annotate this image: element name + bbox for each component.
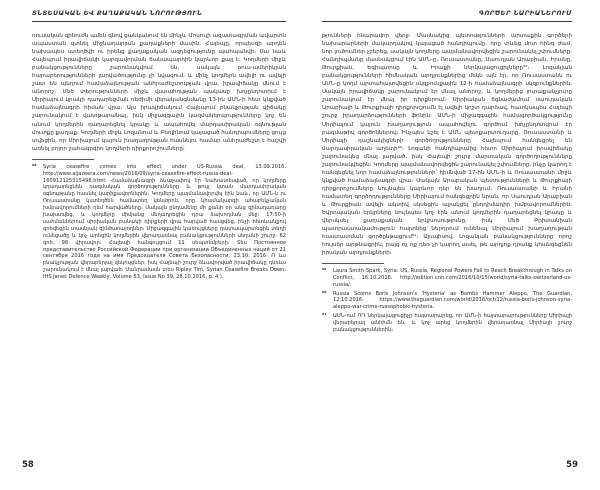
footnote	[32, 164, 286, 281]
running-head-left: ՏՆՏԵՍԱԿԱՆ ԵՎ ՔԱՂԱՔԱԿԱՆ ՆՈՐՈՒԹՅՈՒՆ	[32, 0, 286, 22]
footnotes-left	[32, 164, 286, 281]
footnote-number: ⁵⁹	[322, 268, 327, 275]
page-number-right: 59	[566, 460, 578, 470]
footnote-separator	[322, 263, 384, 264]
right-page	[300, 0, 600, 490]
body-text-left	[32, 32, 286, 153]
paragraph: թյունների հնարավոր վերջ։ Մասնակից պետությունների արտաքին գործերի նախարարների մակարդակով կայացած հանդիպումը, որը տևեց մոտ հինգ ժամ, նոր լուծումներ չբերեց, սակայն կողմերը պայմանավորվեցին շարունակել շփումները։ Հանդիպմանը մասնակցում էին ԱՄՆ-ը, Ռուսաստանը, Սաուդյան Արաբիան, Իրանը, Թուրքիան, Եգիպտոսը և Իրաքի ներկայացուցիչները⁵⁹։ Լոզանյան բանակցությունների հիմնական արդյունքներից մեկն այն էր, որ Ռուսաստանն ու ԱՄՆ-ը կողմ արտահայտվեցին սկզբունքային 12-ի համաձայնագրի սկզբունքներին։ Սակայն իրավիճակը շարունակում էր մնալ անորոշ, և կողմերից յուրաքանչյուրը շարունակում էր մնալ իր դիրքերում։ Սիրիական ճգնաժամում սաուդական Արաբիայի և Թուրքիայի դիրքորոշումն էլ ավելի կոշտ դարձավ, հատկապես Հալեպի շուրջ իրադարձությունների ֆոնին։ ԱՄՆ-ի միջազգային համագործակցությունը Սիրիայում կայուն խաղաղություն ապահովելու գործում խոչընդոտվում էր բազմաթիվ գործոններով։ Ինչպես նշել է ԱՄՆ պետքարտուղարը, Ռուսաստանի և Սիրիայի դաշնակիցների գործողությունները Հալեպում հանգեցրել են մարդասիրական աղետի⁶⁰։ Լոզանի հանդիպումից հետո Սիրիայում իրավիճակը շարունակեց մնալ լարված, իսկ Հալեպի շուրջ մարտական գործողությունները շարունակվեցին։ Կողմերը պայմանավորվեցին շարունակել շփումները, ինչը կարող է հանգեցնել նոր համաձայնությունների՝ հիմնված 17-ին ԱՄՆ-ի և Ռուսաստանի միջև կնքված համաձայնագրի վրա։ Սակայն Արաբական պետությունների և Թուրքիայի դիրքորոշումները նույնպես կարևոր դեր են խաղում։ Ռուսաստանի և Իրանի համատեղ գործողությունները Սիրիայում հանգեցրին նրան, որ Սաուդյան Արաբիան և Թուրքիան ավելի ակտիվ սկսեցին աջակցել ընդդիմադիր խմբավորումներին։ Եվրոպական երկրները նույնպես կոչ էին անում կողմերին դադարեցնել կրակը և վերսկսել քաղաքական երկխոսությունը, իսկ Մեծ Բրիտանիան պատրաստակամություն հայտնեց ներդրում ունենալ Սիրիայում խաղաղության հաստատման գործընթացում⁶¹։ Այսպիսով, Լոզանյան բանակցությունները որոշ հույսեր արթնացրին, բայց ոչ ոք դեռ չի կարող ասել, թե արդյոք դրանք կհանգեցնեն իրական արդյունքների։	[322, 33, 572, 257]
running-head-right: ԳՈՐԾԵՐ ՆԱՐԻԱՆԵՐՈՒՄ	[322, 0, 572, 22]
footnote-number: ⁵⁸	[32, 163, 37, 170]
footnote-text: Laura Smith-Spark, Syria: US, Russia, Regional Powers Fail to Reach Breakthrough in Talks on Conflict, 16.10.2016. http://edition.cnn.com/2016/10/15/world/syria-talks-switzerland-us-russia/.	[333, 268, 572, 289]
footnote-number: ⁶⁰	[322, 290, 327, 297]
footnote-text: Russia Scorns Boris Johnson's 'Hysteria' as Bombs Hammer Aleppo, The Guardian, 12.10.2016. https://www.theguardian.com/world/2016/oct/12/russia-boris-johnson-syria-aleppo-war-crime-russophobic-hysteria.	[333, 290, 572, 311]
body-text-right	[322, 32, 572, 257]
footnote-separator	[32, 159, 94, 160]
footnote	[322, 313, 572, 334]
footnote	[322, 268, 572, 289]
footnote-number: ⁶¹	[322, 312, 327, 319]
footnote	[322, 291, 572, 312]
footnotes-right	[322, 268, 572, 333]
footnote-text: ԱՄՆ-ում ՌԴ ներկայացուցիչը հայտարարեց, որ ԱՄՆ-ի հայտարարությունները Սիրիայի վերաբերյալ անհիմն են, և կոչ արեց կողմերին վերադառնալ Սիրիայի շուրջ բանակցություններին։	[333, 312, 572, 333]
page-number-left: 58	[22, 460, 34, 470]
paragraph: ռուսական զինուժն ամեն գնով ցանկանում են մինչև Մոսուլի ազատագրման ավարտն ապաստան գտնել միջնադարյան քաղաքների մասին. Հալեպը, որպեսզի արդեն նախապես ստեղծվի ու իրենց քաղաքական ազդեցությունը պահպանվի։ Սա նաև Հալեպում իրավիճակի կարգավորման ճանապարհին կարևոր քայլ է։ Կողմերի միջև բանակցությունները շարունակվում են, սակայն ռուս-ամերիկյան հարաբերությունների լարվածությունը չի նվազում, և մինչ կողմերն ավելի ու ավելի շատ են պնդում համաձայնության անհրաժեշտության վրա, իրավիճակը մնում է անորոշ։ Մեծ տերությունների միջև վստահության պակասը խոչընդոտում է Սիրիայում կրակի դադարեցման ռեժիմի վերականգնմանը 13-ին ԱՄՆ-ի հետ կնքված համաձայնագրի հիման վրա։ Այս իրավիճակում Հալեպում բնակչության վիճակը շարունակում է վատթարանալ, իսկ միջազգային կազմակերպությունները կոչ են անում կողմերին դադարեցնել կրակը և ապահովել մարդասիրական օգնության մուտքը քաղաք։ Կողմերի միջև Լոզանում և Բեռլինում կայացած հանդիպումները ցույց տվեցին, որ Սիրիայում կայուն խաղաղության հասնելու համար անհրաժեշտ է հաշվի առնել բոլոր շահագրգիռ կողմերի դիրքորոշումները։	[32, 33, 286, 152]
footnote-text: Syria ceasefire comes into effect under US-Russia deal, 13.09.2016. http://www.aljazeera.com/news/2016/09/syria-ceasefire-effect-russia-deal-160912125315496.html: Համաձայնագրի ձևաչափով էր նախատեսված, որ կողմերը կդադարեցնեն ռազմական գործողությունները և թույլ կտան մարդասիրական օգնությանը հասնել կարիքավորներին։ Կողմերը պայմանավորվել էին նաև, որ ԱՄՆ-ն ու Ռուսաստանը կստեղծեն համատեղ կենտրոն, որը կհամակարգի ահաբեկչական խմբավորումների դեմ հարվածները։ Սակայն ընդամենը մի քանի օր անց զինադադարը խախտվեց, և կողմերը միմյանց մեղադրեցին դրա ձախողման մեջ։ 17:50-ի սահմաններում սիրիական բանակի դիրքերի վրա հարված հասցվեց, ինչի հետևանքով զոհվեցին տասնյակ զինծառայողներ։ Միջազգային կառույցները դատապարտեցին տեղի ունեցածը և կոչ արեցին կողմերին վերադառնալ բանակցությունների սեղանի շուրջ։ 62 զոհ, 98 վիրավոր։ Հալեպի հանգույցում 11 սեպտեմբերի։ Տես Постоянное представительство Российской Федерации при организации Объединенных наций от 21 сентября 2016 года на имя Председателя Совета Безопасности, 23.10. 2016։ Ռ ևս բնակչության վերաբերյալ զեկույցներ, իսկ Հալեպի շուրջ ձևավորված իրավիճակը դեռևս շարունակում է մնալ լարված։ Մանրամասն տես Ripley Tim, Syrian Ceasefire Breaks Down, IHS Janes Defence Weekly, Volume 53, Issue No 39, 28.10.2016, p. 4.).	[43, 163, 286, 281]
